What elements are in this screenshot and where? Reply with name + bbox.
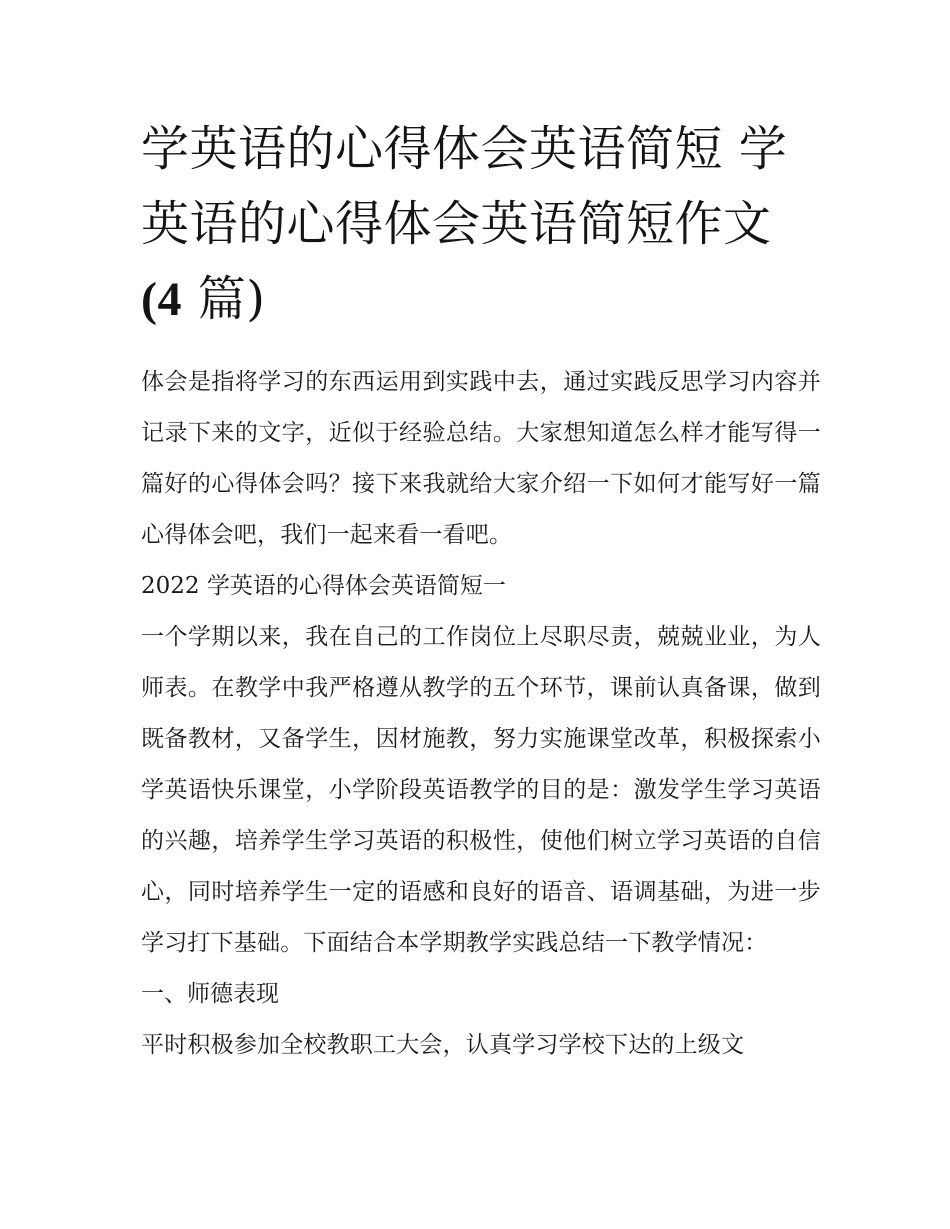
- title-line-3: [141, 262, 821, 337]
- title-line-2: 英语的心得体会英语简短作文: [141, 196, 772, 252]
- title-line-1: 学英语的心得体会英语简短 学: [141, 121, 788, 177]
- document-content: [141, 112, 821, 1071]
- subheading-teacher-ethics: 一、师德表现: [141, 981, 279, 1007]
- title-count: (4: [141, 273, 182, 326]
- intro-paragraph: 体会是指将学习的东西运用到实践中去，通过实践反思学习内容并记录下来的文字，近似于经验总结。大家想知道怎么样才能写得一篇好的心得体会吗？接下来我就给大家介绍一下如何才能写好一篇心得体会吧，我们一起来看一看吧。: [141, 369, 821, 548]
- document-title: [141, 112, 821, 337]
- body-paragraph: 一个学期以来，我在自己的工作岗位上尽职尽责，兢兢业业，为人师表。在教学中我严格遵从教学的五个环节，课前认真备课，做到既备教材，又备学生，因材施教，努力实施课堂改革，积极探索小学英语快乐课堂，小学阶段英语教学的目的是：激发学生学习英语的兴趣，培养学生学习英语的积极性，使他们树立学习英语的自信心，同时培养学生一定的语感和良好的语音、语调基础，为进一步学习打下基础。下面结合本学期教学实践总结一下教学情况：: [141, 624, 821, 956]
- last-paragraph: 平时积极参加全校教职工大会，认真学习学校下达的上级文: [141, 1032, 745, 1058]
- section-heading: 2022 学英语的心得体会英语简短一: [141, 573, 506, 599]
- title-count-suffix: 篇): [181, 271, 266, 327]
